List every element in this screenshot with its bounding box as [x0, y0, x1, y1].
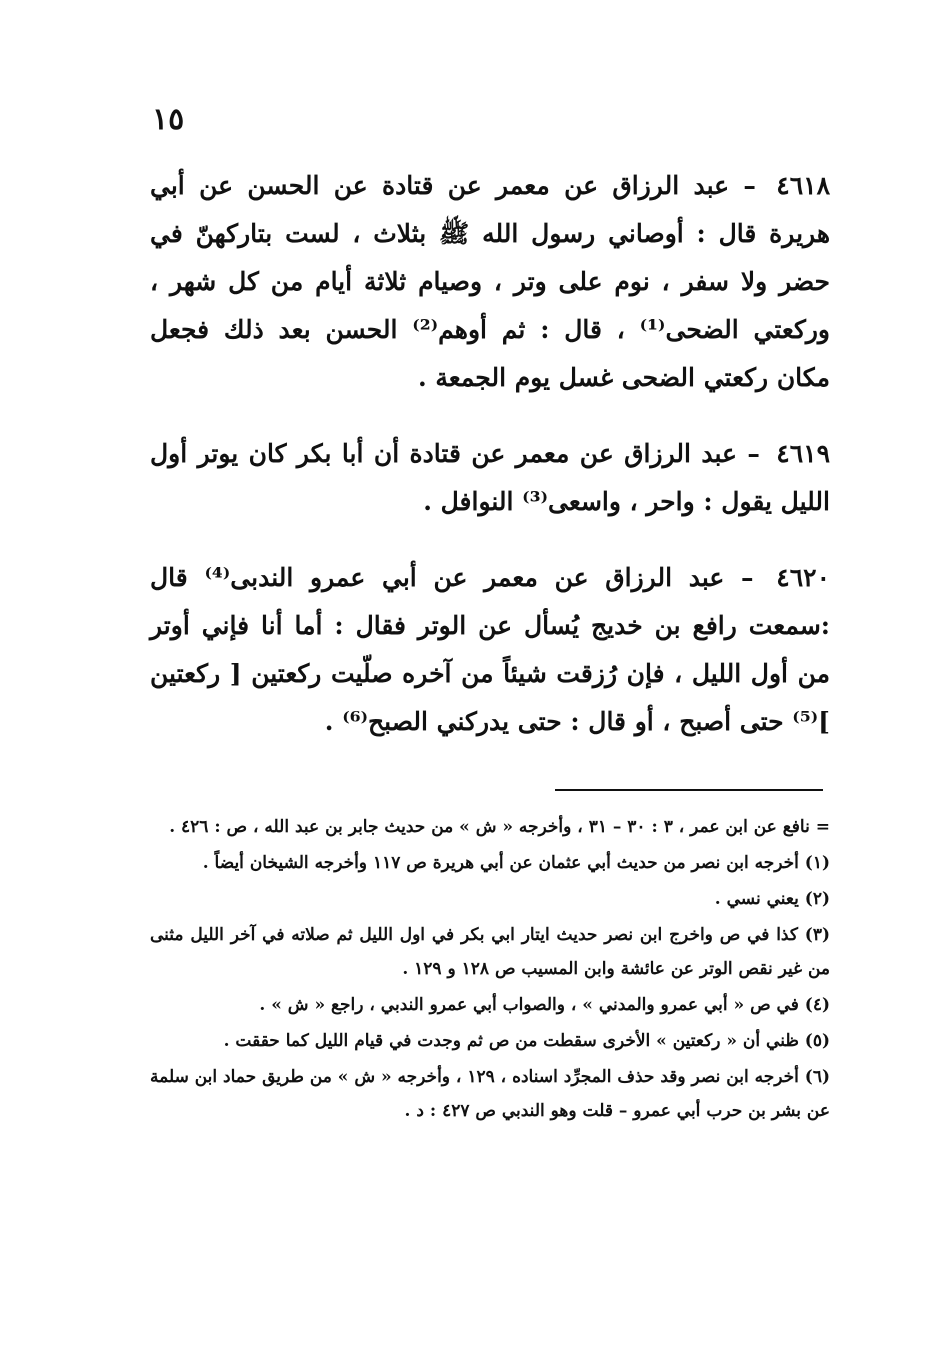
hadith-4618 [150, 162, 830, 402]
footnote-4: (٤) في ص « أبي عمرو والمدني » ، والصواب أبي عمرو الندبي ، راجع « ش » . [259, 995, 830, 1015]
footnotes [150, 810, 830, 1130]
page-number: ١٥ [152, 102, 185, 137]
footnote-divider [555, 789, 823, 791]
hadith-4620 [150, 554, 830, 746]
hadith-number: ٤٦١٨ [776, 171, 830, 200]
hadith-text: – عبد الرزاق عن معمر عن قتادة عن الحسن عن أبي هريرة قال : أوصاني رسول الله ﷺ بثلاث ، لست بتاركهنّ في حضر ولا سفر ، نوم على وتر ، وصيام ثلاثة أيام من كل شهر ، وركعتي الضحى⁽¹⁾ ، قال : ثم أوهم⁽²⁾ الحسن بعد ذلك فجعل مكان ركعتي الضحى غسل يوم الجمعة . [150, 171, 831, 392]
footnote-3: (٣) كذا في ص واخرج ابن نصر حديث ايتار ابي بكر في اول الليل ثم صلاته في آخر الليل مثنى من غير نقص الوتر عن عائشة وابن المسيب ص ١٢٨ و ١٢٩ . [150, 925, 830, 979]
main-text [150, 162, 830, 774]
footnote-1: (١) أخرجه ابن نصر من حديث أبي عثمان عن أبي هريرة ص ١١٧ وأخرجه الشيخان أيضاً . [202, 853, 830, 873]
hadith-text: – عبد الرزاق عن معمر عن أبي عمرو الندبى⁽⁴⁾ قال :سمعت رافع بن خديج يُسأل عن الوتر فقال : أما أنا فإني أوتر من أول الليل ، فإن رُزقت شيئاً من آخره صلّيت ركعتين [ ركعتين ]⁽⁵⁾ حتى أصبح ، أو قال : حتى يدركني الصبح⁽⁶⁾ . [150, 563, 830, 736]
hadith-number: ٤٦٢٠ [776, 563, 830, 592]
footnote-continuation: = نافع عن ابن عمر ، ٣ : ٣٠ – ٣١ ، وأخرجه « ش » من حديث جابر بن عبد الله ، ص : ٤٢٦ . [169, 817, 830, 837]
hadith-number: ٤٦١٩ [776, 439, 830, 468]
hadith-4619 [150, 430, 830, 526]
footnote-5: (٥) ظني أن « ركعتين » الأخرى سقطت من ص ثم وجدت في قيام الليل كما حققت . [223, 1031, 830, 1051]
hadith-text: – عبد الرزاق عن معمر عن قتادة أن أبا بكر كان يوتر أول الليل يقول : واحر ، واسعى⁽³⁾ النوافل . [150, 439, 830, 516]
footnote-2: (٢) يعني نسي . [714, 889, 830, 909]
footnote-6: (٦) أخرجه ابن نصر وقد حذف المجرِّد اسناده ، ١٢٩ ، وأخرجه « ش » من طريق حماد ابن سلمة عن بشر بن حرب أبي عمرو – قلت وهو الندبي ص ٤٢٧ : د . [150, 1067, 830, 1121]
